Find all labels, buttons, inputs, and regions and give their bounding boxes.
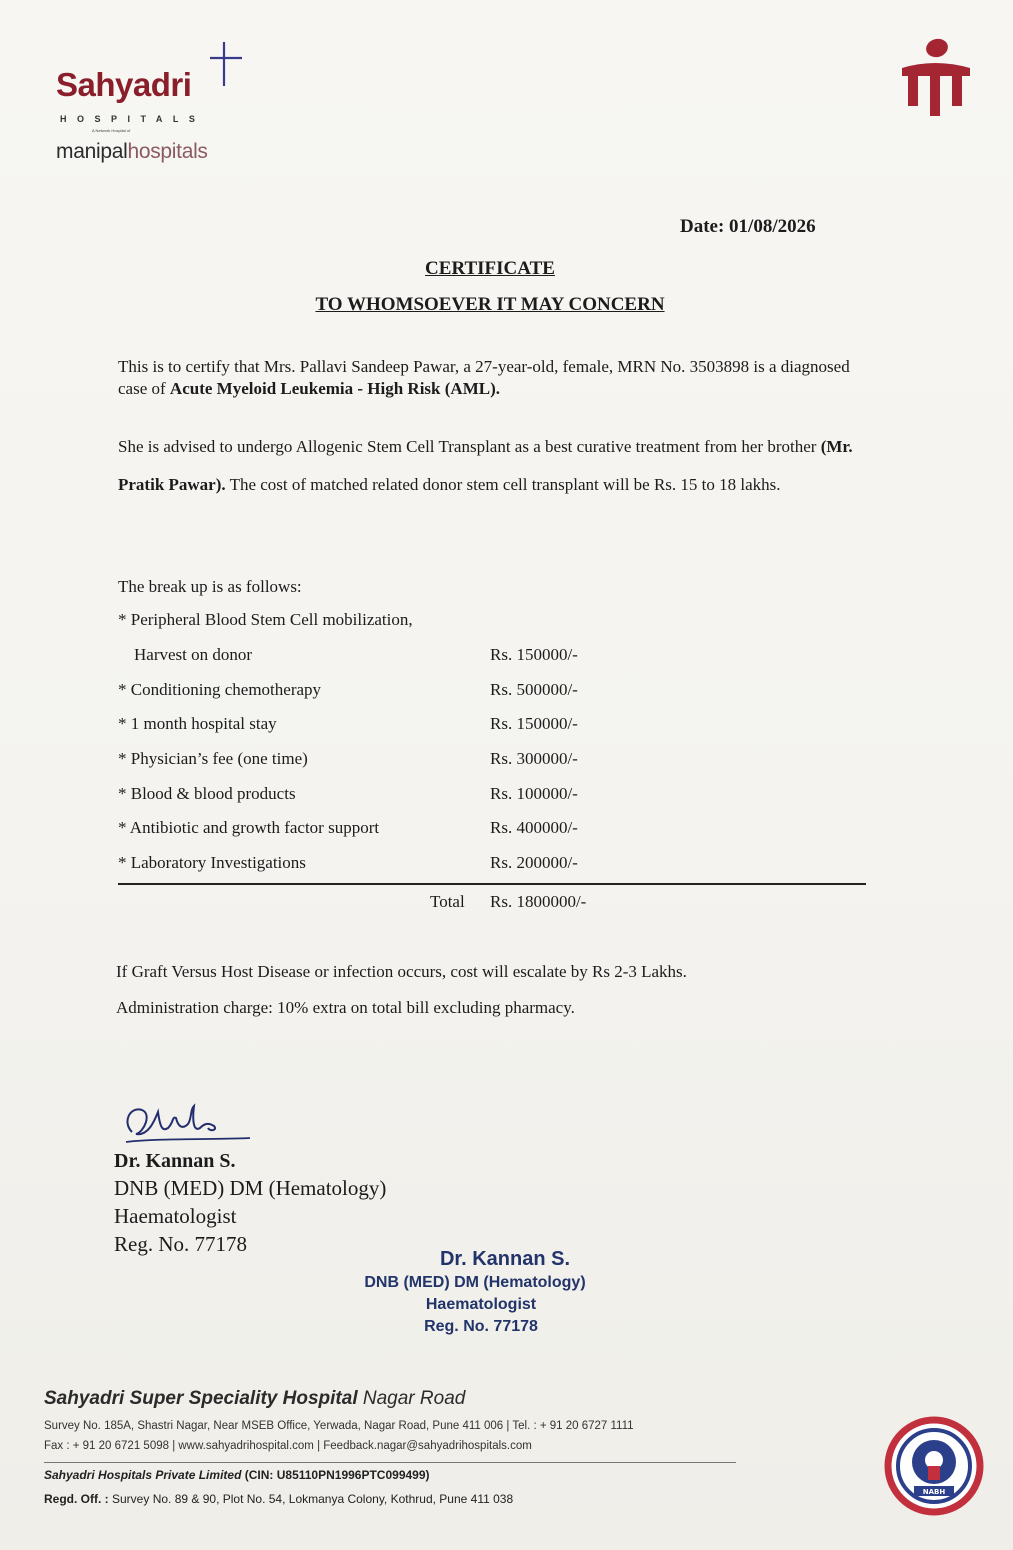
cost-row [118,853,618,877]
cost-label: * 1 month hospital stay [118,714,277,733]
signatory-degree: DNB (MED) DM (Hematology) [114,1176,387,1200]
treatment-text: She is advised to undergo Allogenic Stem Cell Transplant as a best curative treatment from her brother [118,437,821,456]
certificate-subtitle: TO WHOMSOEVER IT MAY CONCERN [315,294,665,315]
cost-amount: Rs. 150000/- [490,714,578,733]
stamp-role: Haematologist [425,1296,537,1313]
manipal-emblem-icon [896,34,974,124]
cost-row [118,645,618,669]
hospital-logo-subtitle: HOSPITALS [60,114,206,124]
total-divider [118,883,866,885]
footer-hospital-bold: Sahyadri Super Speciality Hospital [44,1388,358,1409]
cost-amount: Rs. 100000/- [490,784,578,803]
stamp-reg: Reg. No. 77178 [424,1318,538,1335]
cost-amount: Rs. 150000/- [490,645,578,664]
cost-amount: Rs. 300000/- [490,749,578,768]
cost-amount: Rs. 500000/- [490,680,578,699]
footer-regd-label: Regd. Off. : [44,1492,109,1506]
gvhd-note: If Graft Versus Host Disease or infection occurs, cost will escalate by Rs 2-3 Lakhs. [116,962,687,981]
footer-hospital-name [44,1388,465,1410]
treatment-cost-text: The cost of matched related donor stem cell transplant will be Rs. 15 to 18 lakhs. [225,475,781,494]
cost-row [118,610,618,634]
cost-label: * Peripheral Blood Stem Cell mobilization, [118,610,413,629]
cost-row [118,714,618,738]
manipal-logo [56,140,208,164]
doctor-stamp [330,1238,620,1348]
cost-row [118,680,618,704]
footer-contact: Fax : + 91 20 6721 5098 | www.sahyadrihospital.com | Feedback.nagar@sahyadrihospitals.com [44,1440,532,1452]
footer-company-name: Sahyadri Hospitals Private Limited [44,1468,242,1482]
nabh-accreditation-seal-icon [884,1416,984,1516]
footer-registered-office [44,1492,513,1506]
diagnosis-condition: Acute Myeloid Leukemia - High Risk (AML). [169,379,500,398]
nabh-seal-text: NABH [922,1488,946,1496]
hospital-logo-name: Sahyadri [56,66,192,103]
breakup-intro: The break up is as follows: [118,577,302,596]
stamp-name: Dr. Kannan S. [439,1248,571,1270]
cost-label: * Antibiotic and growth factor support [118,818,380,837]
cost-row [118,784,618,808]
cost-label: * Physician’s fee (one time) [118,749,308,768]
cost-label: * Laboratory Investigations [118,853,306,872]
total-amount: Rs. 1800000/- [490,892,587,911]
footer-divider [44,1462,736,1463]
footer-company-cin: (CIN: U85110PN1996PTC099499) [241,1468,430,1482]
certificate-title: CERTIFICATE [425,258,555,279]
diagnosis-text: This is to certify that Mrs. Pallavi Sandeep Pawar, a 27-year-old, female, MRN No. 3503898 is a diagnosed case of [118,357,850,398]
cost-row [118,818,618,842]
certificate-date: Date: 01/08/2026 [680,216,816,237]
cost-amount: Rs. 200000/- [490,853,578,872]
signatory-role: Haematologist [114,1204,237,1228]
stamp-degree: DNB (MED) DM (Hematology) [364,1274,586,1291]
cost-row [118,749,618,773]
cost-label: * Conditioning chemotherapy [118,680,322,699]
footer-address: Survey No. 185A, Shastri Nagar, Near MSEB Office, Yerwada, Nagar Road, Pune 411 006 | Tel. : + 91 20 6727 1111 [44,1420,634,1432]
logo-plus-icon [204,40,244,100]
donor-name: (Mr. Pratik Pawar). [118,437,853,494]
signatory-name: Dr. Kannan S. [114,1150,236,1172]
total-label: Total [430,892,465,911]
manipal-logo-part: manipal [56,140,128,163]
footer-hospital-location: Nagar Road [357,1388,466,1409]
cost-amount: Rs. 400000/- [490,818,578,837]
treatment-paragraph [118,428,870,504]
cost-label: Harvest on donor [134,645,253,664]
hospital-logo-tagline: A Network Hospital of [92,128,131,133]
footer-regd-address: Survey No. 89 & 90, Plot No. 54, Lokmanya Colony, Kothrud, Pune 411 038 [108,1492,514,1506]
diagnosis-paragraph [118,356,870,400]
manipal-logo-part-hospitals: hospitals [127,140,208,163]
signatory-reg: Reg. No. 77178 [114,1232,247,1256]
footer-company [44,1468,430,1482]
handwritten-signature [118,1092,258,1152]
admin-charge-note: Administration charge: 10% extra on total bill excluding pharmacy. [116,998,575,1017]
cost-label: * Blood & blood products [118,784,296,803]
